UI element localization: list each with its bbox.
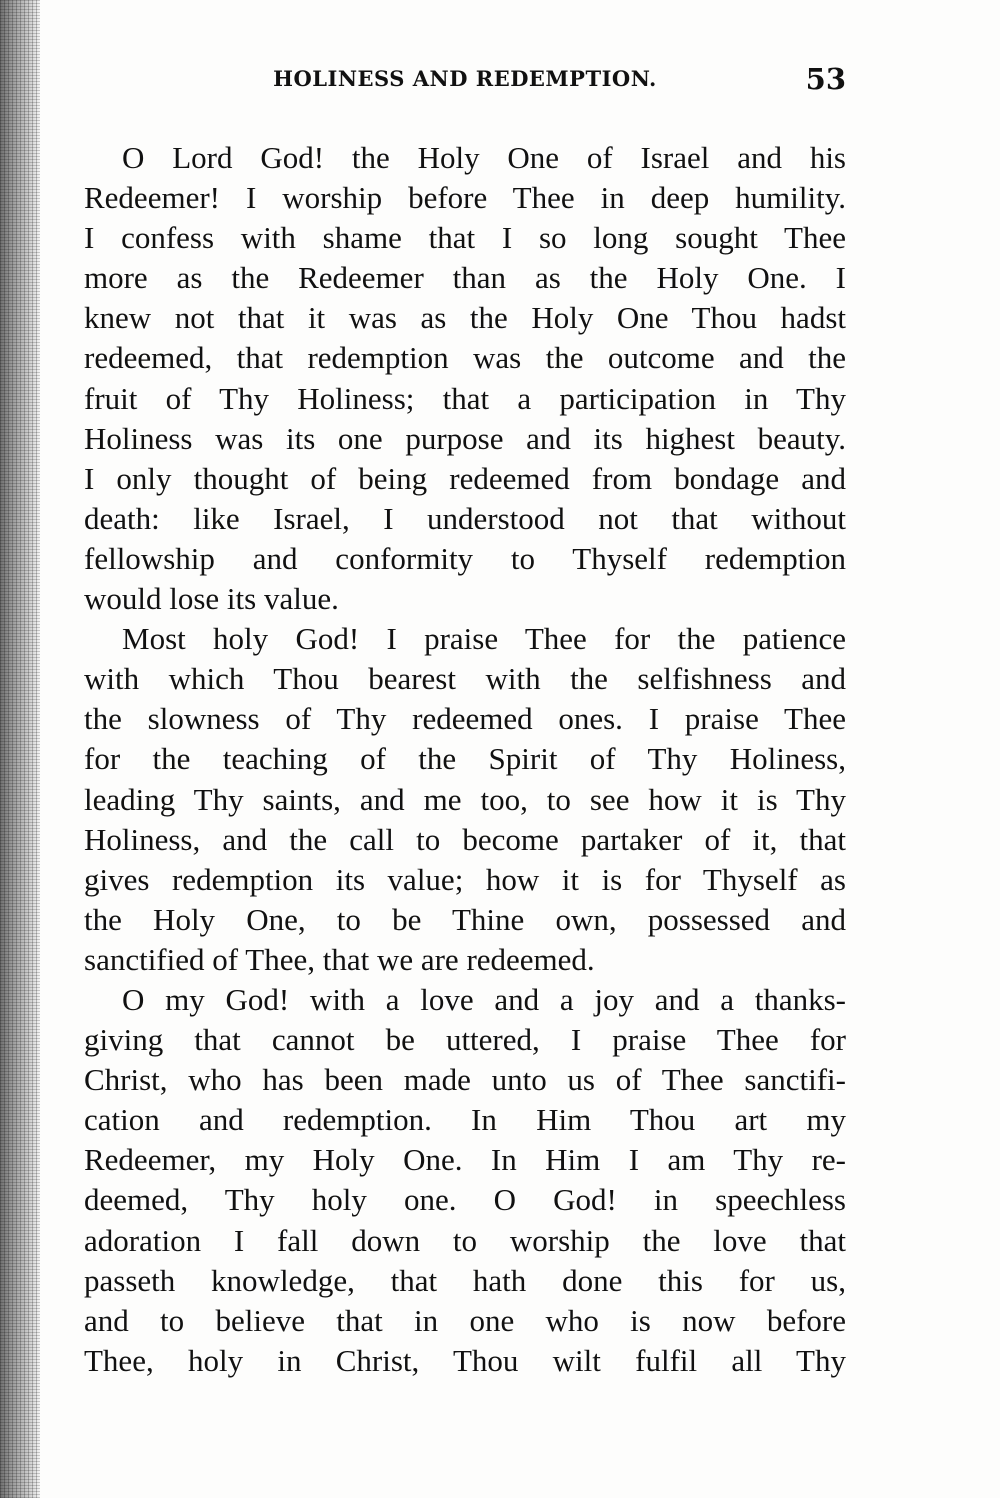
text-line: O Lord God! the Holy One of Israel and his — [122, 140, 846, 175]
text-line: Holiness, and the call to become partaker of it, that — [84, 821, 846, 857]
text-line: Redeemer! I worship before Thee in deep humility. — [84, 180, 846, 216]
text-line: knew not that it was as the Holy One Thou hadst — [84, 300, 846, 336]
text-line: more as the Redeemer than as the Holy One. I — [84, 260, 846, 296]
running-title: HOLINESS AND REDEMPTION. — [273, 66, 657, 91]
text-line: with which Thou bearest with the selfishness and — [84, 661, 846, 697]
text-line: fellowship and conformity to Thyself redemption — [84, 540, 846, 576]
text-line: leading Thy saints, and me too, to see how it is Thy — [84, 781, 846, 817]
text-line: the slowness of Thy redeemed ones. I praise Thee — [84, 701, 846, 737]
text-line: Redeemer, my Holy One. In Him I am Thy re- — [84, 1142, 846, 1178]
body-text — [84, 138, 846, 1381]
text-line: I confess with shame that I so long sought Thee — [84, 220, 846, 256]
text-line: would lose its value. — [84, 581, 339, 617]
text-line: sanctified of Thee, that we are redeemed. — [84, 941, 595, 977]
page-number: 53 — [805, 62, 846, 96]
text-line: gives redemption its value; how it is for Thyself as — [84, 861, 846, 897]
text-line: for the teaching of the Spirit of Thy Holiness, — [84, 741, 846, 777]
text-line: I only thought of being redeemed from bondage and — [84, 460, 846, 496]
page-binding-edge — [0, 0, 40, 1498]
text-line: Most holy God! I praise Thee for the patience — [122, 621, 846, 657]
text-line: the Holy One, to be Thine own, possessed and — [84, 901, 846, 937]
text-line: Holiness was its one purpose and its highest beauty. — [84, 420, 846, 456]
text-line: cation and redemption. In Him Thou art my — [84, 1102, 846, 1138]
text-line: adoration I fall down to worship the love that — [84, 1222, 846, 1258]
text-line: and to believe that in one who is now before — [84, 1302, 846, 1338]
running-head — [84, 62, 846, 102]
text-line: passeth knowledge, that hath done this for us, — [84, 1262, 846, 1298]
text-line: fruit of Thy Holiness; that a participation in Thy — [84, 380, 846, 416]
text-line: deemed, Thy holy one. O God! in speechless — [84, 1182, 846, 1218]
text-line: giving that cannot be uttered, I praise Thee for — [84, 1022, 846, 1058]
text-line: Thee, holy in Christ, Thou wilt fulfil all Thy — [84, 1342, 846, 1378]
text-line: redeemed, that redemption was the outcome and the — [84, 340, 846, 376]
text-line: Christ, who has been made unto us of Thee sanctifi- — [84, 1062, 846, 1098]
text-line: death: like Israel, I understood not that without — [84, 500, 846, 536]
text-line: O my God! with a love and a joy and a thanks- — [122, 981, 846, 1017]
